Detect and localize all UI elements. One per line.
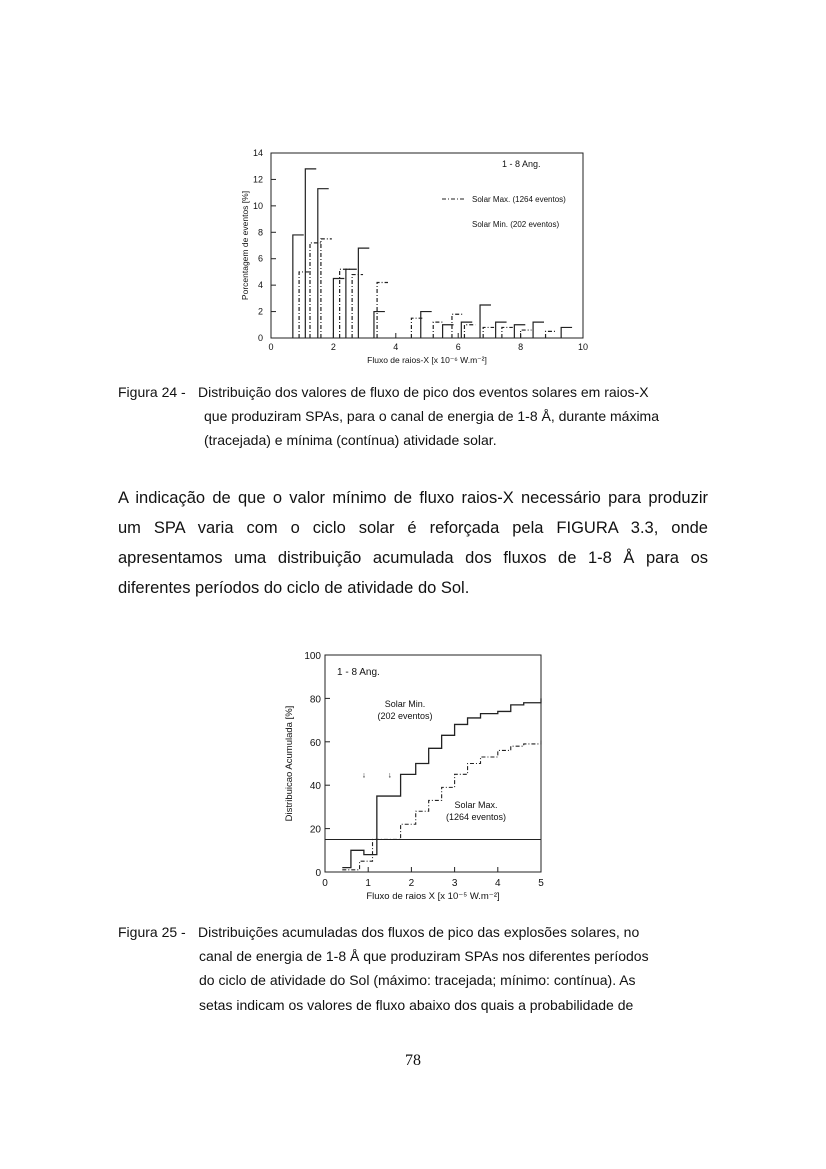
- y-tick-label: 0: [257, 333, 263, 343]
- solar-max-label-2: (1264 eventos): [445, 812, 507, 822]
- figure-24-caption-line-3: (tracejada) e mínima (contínua) atividade solar.: [204, 432, 497, 448]
- x-axis-label: Fluxo de raios-X [x 10⁻⁶ W.m⁻²]: [367, 355, 487, 365]
- y-tick-label: 4: [257, 280, 263, 291]
- figure-25-chart: [262, 635, 562, 910]
- x-tick-label: 2: [408, 878, 415, 889]
- figure-24-caption-line-2: que produziram SPAs, para o canal de energia de 1-8 Å, durante máxima: [204, 408, 659, 424]
- x-tick-label: 5: [538, 878, 544, 889]
- body-paragraph: [118, 483, 708, 603]
- figure-25-caption-label: Figura 25 -: [118, 924, 186, 940]
- solar-min-bar-11: [480, 305, 491, 338]
- x-tick-label: 10: [577, 342, 589, 352]
- figure-25-caption-line-1: Distribuições acumuladas dos fluxos de pico das explosões solares, no: [198, 924, 640, 940]
- x-axis-label: Fluxo de raios X [x 10⁻⁵ W.m⁻²]: [366, 891, 500, 902]
- y-tick-label: 6: [257, 253, 263, 264]
- solar-max-bar-6: [377, 283, 388, 339]
- figure-24: [230, 145, 600, 367]
- solar-min-bar-7: [374, 312, 385, 338]
- figure-24-caption-line-1: Distribuição dos valores de fluxo de pico dos eventos solares em raios-X: [198, 384, 649, 400]
- legend-label-solar-min: Solar Min. (202 eventos): [472, 220, 560, 229]
- y-tick-label: 8: [257, 227, 263, 238]
- solar-min-bar-12: [496, 322, 507, 338]
- y-tick-label: 80: [309, 694, 321, 706]
- solar-max-bar-1: [299, 272, 310, 338]
- solar-max-bar-3: [321, 239, 332, 338]
- y-tick-label: 14: [252, 148, 263, 158]
- y-axis-label: Porcentagem de eventos [%]: [240, 190, 250, 301]
- solar-min-bar-8: [421, 312, 432, 338]
- solar-max-bar-2: [310, 243, 321, 338]
- y-tick-label: 10: [252, 200, 263, 211]
- paragraph-line-4: diferentes períodos do ciclo de atividade do Sol.: [118, 579, 470, 597]
- figure-25-caption: [118, 920, 718, 1025]
- figure-25-caption-line-4: setas indicam os valores de fluxo abaixo dos quais a probabilidade de: [199, 997, 634, 1013]
- y-tick-label: 2: [257, 306, 263, 317]
- figure-24-chart: [230, 145, 600, 367]
- y-axis-label: Distribuicao Acumulada [%]: [284, 705, 295, 822]
- solar-max-bar-5: [352, 275, 363, 338]
- solar-max-bar-14: [546, 331, 557, 338]
- solar-min-label-2: (202 eventos): [377, 711, 433, 721]
- x-tick-label: 4: [393, 342, 399, 352]
- x-tick-label: 1: [365, 878, 371, 889]
- figure-24-caption-label: Figura 24 -: [118, 384, 186, 400]
- page-number: 78: [405, 1052, 421, 1069]
- figure-25: [262, 635, 562, 910]
- y-tick-label: 0: [315, 868, 321, 879]
- solar-min-bar-13: [514, 325, 525, 338]
- solar-min-bar-2: [305, 169, 316, 338]
- x-tick-label: 0: [268, 342, 274, 352]
- solar-max-line: [342, 740, 541, 870]
- solar-min-bar-1: [293, 235, 304, 338]
- y-tick-label: 100: [304, 651, 321, 662]
- y-tick-label: 20: [309, 824, 321, 836]
- paragraph-line-1: A indicação de que o valor mínimo de fluxo raios-X necessário para produzir: [118, 489, 708, 507]
- paragraph-line-2: um SPA varia com o ciclo solar é reforçada pela FIGURA 3.3, onde: [118, 519, 708, 537]
- solar-max-bar-13: [521, 330, 532, 338]
- solar-max-bar-11: [483, 327, 494, 338]
- solar-min-bar-3: [318, 189, 329, 338]
- y-tick-label: 60: [309, 737, 321, 749]
- paragraph-line-3: apresentamos uma distribuição acumulada dos fluxos de 1-8 Å para os: [118, 549, 708, 567]
- figure-24-caption: [118, 380, 718, 460]
- arrow-marker-solar-max: ↓: [361, 770, 366, 780]
- arrow-marker-solar-min: ↓: [387, 770, 392, 780]
- figure-25-caption-line-2: canal de energia de 1-8 Å que produziram SPAs nos diferentes períodos: [199, 948, 649, 964]
- solar-min-bar-6: [358, 248, 369, 338]
- legend-label-solar-max: Solar Max. (1264 eventos): [472, 195, 566, 204]
- solar-min-label-1: Solar Min.: [384, 699, 426, 709]
- solar-max-bar-12: [502, 327, 513, 338]
- solar-min-bar-14: [533, 322, 544, 338]
- y-tick-label: 12: [252, 174, 263, 185]
- x-tick-label: 4: [495, 878, 501, 889]
- solar-max-bar-10: [464, 325, 475, 338]
- x-tick-label: 3: [451, 878, 458, 889]
- y-tick-label: 40: [309, 781, 321, 793]
- chart-title: 1 - 8 Ang.: [502, 159, 541, 169]
- solar-min-bar-5: [346, 269, 357, 338]
- x-tick-label: 6: [455, 342, 461, 352]
- figure-25-caption-line-3: do ciclo de atividade do Sol (máximo: tracejada; mínimo: contínua). As: [199, 972, 636, 988]
- solar-min-bar-4: [333, 279, 344, 338]
- chart-title: 1 - 8 Ang.: [337, 667, 380, 678]
- x-tick-label: 2: [330, 342, 336, 352]
- solar-max-label-1: Solar Max.: [454, 800, 498, 810]
- solar-max-bar-4: [340, 269, 351, 338]
- x-tick-label: 0: [322, 878, 328, 889]
- solar-min-bar-15: [561, 327, 572, 338]
- x-tick-label: 8: [518, 342, 524, 352]
